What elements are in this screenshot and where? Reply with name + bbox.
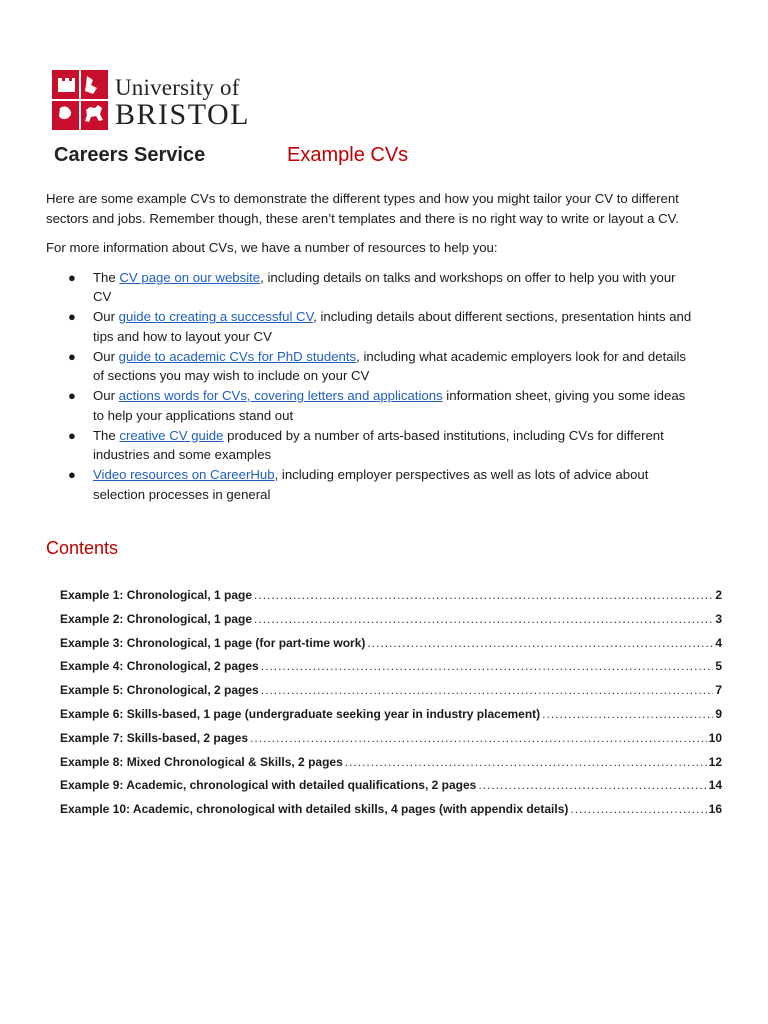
toc-entry-label: Example 8: Mixed Chronological & Skills, 2 pages (60, 754, 343, 769)
toc-entry-label: Example 7: Skills-based, 2 pages (60, 730, 249, 745)
toc-page-number: 12 (708, 754, 722, 769)
logo-line-1: University of (115, 75, 240, 100)
toc-page-number: 16 (708, 802, 722, 817)
logo-line-2: BRISTOL (115, 98, 250, 131)
list-item: ● The creative CV guide produced by a number of arts-based institutions, including CVs for different industries and some examples (68, 427, 664, 462)
toc-entry[interactable] (60, 802, 722, 826)
intro-paragraph: Here are some example CVs to demonstrate the different types and how you might tailor your CV to different sectors and jobs. Remember though, these aren’t templates and there is no right way to write or layout a CV. (46, 191, 679, 226)
toc-entry[interactable] (60, 659, 722, 683)
bullet-icon: ● (68, 388, 76, 403)
toc-leader-dots (367, 636, 713, 650)
toc-entry[interactable] (60, 778, 722, 802)
toc-entry[interactable] (60, 588, 722, 612)
university-wordmark (115, 76, 250, 130)
toc-page-number: 7 (715, 683, 722, 698)
list-item: ● The CV page on our website, including details on talks and workshops on offer to help you with your CV (68, 269, 676, 304)
toc-entry-label: Example 10: Academic, chronological with detailed skills, 4 pages (with appendix details) (60, 802, 569, 817)
toc-page-number: 9 (715, 706, 722, 721)
toc-entry-label: Example 2: Chronological, 1 page (60, 611, 253, 626)
toc-leader-dots (261, 659, 714, 673)
toc-entry-label: Example 9: Academic, chronological with detailed qualifications, 2 pages (60, 778, 477, 793)
successful-cv-guide-link[interactable]: guide to creating a successful CV (118, 309, 314, 324)
toc-leader-dots (345, 755, 707, 769)
toc-leader-dots (254, 612, 713, 626)
table-of-contents (60, 588, 722, 826)
video-resources-link[interactable]: Video resources on CareerHub (93, 467, 275, 482)
action-words-link[interactable]: actions words for CVs, covering letters and applications (118, 388, 443, 403)
toc-entry-label: Example 6: Skills-based, 1 page (undergraduate seeking year in industry placement) (60, 706, 541, 721)
toc-entry[interactable] (60, 755, 722, 779)
toc-entry[interactable] (60, 683, 722, 707)
list-item: ● Video resources on CareerHub, including employer perspectives as well as lots of advice about selection processes in general (68, 467, 649, 502)
list-item: ● Our guide to academic CVs for PhD students, including what academic employers look for and details of sections you may wish to include on your CV (68, 348, 687, 383)
toc-page-number: 2 (715, 588, 722, 602)
toc-entry-label: Example 5: Chronological, 2 pages (60, 683, 259, 698)
toc-entry[interactable] (60, 636, 722, 660)
toc-leader-dots (254, 588, 713, 602)
toc-entry-label: Example 4: Chronological, 2 pages (60, 659, 259, 674)
document-body (46, 189, 726, 505)
careers-service-label: Careers Service (54, 144, 206, 166)
toc-page-number: 14 (708, 778, 722, 793)
contents-heading: Contents (46, 538, 119, 558)
page-title: Example CVs (287, 144, 409, 166)
creative-cv-guide-link[interactable]: creative CV guide (119, 427, 224, 443)
toc-leader-dots (261, 683, 714, 697)
cv-page-link[interactable]: CV page on our website (119, 269, 261, 285)
bullet-icon: ● (68, 348, 76, 364)
bullet-icon: ● (68, 427, 76, 443)
toc-page-number: 4 (715, 635, 722, 650)
toc-entry[interactable] (60, 612, 722, 636)
toc-leader-dots (542, 707, 713, 721)
toc-entry[interactable] (60, 707, 722, 731)
resources-list (46, 268, 726, 505)
bullet-icon: ● (68, 269, 76, 285)
university-crest-icon (52, 70, 108, 130)
list-item: ● Our guide to creating a successful CV, including details about different sections, presentation hints and tips and how to layout your CV (68, 309, 692, 344)
toc-page-number: 3 (715, 611, 722, 626)
list-item: ● Our actions words for CVs, covering letters and applications information sheet, giving you some ideas to help your applications stand out (68, 388, 686, 423)
toc-leader-dots (570, 802, 706, 816)
toc-leader-dots (478, 778, 706, 792)
toc-entry-label: Example 1: Chronological, 1 page (60, 588, 253, 602)
bullet-icon: ● (68, 309, 76, 324)
resources-intro: For more information about CVs, we have a number of resources to help you: (46, 240, 498, 255)
toc-entry-label: Example 3: Chronological, 1 page (for part-time work) (60, 635, 366, 650)
academic-cv-guide-link[interactable]: guide to academic CVs for PhD students (118, 348, 357, 364)
university-logo (52, 70, 252, 132)
toc-entry[interactable] (60, 731, 722, 755)
toc-page-number: 5 (715, 659, 722, 674)
bullet-icon: ● (68, 467, 76, 482)
toc-page-number: 10 (708, 730, 722, 745)
toc-leader-dots (250, 731, 707, 745)
